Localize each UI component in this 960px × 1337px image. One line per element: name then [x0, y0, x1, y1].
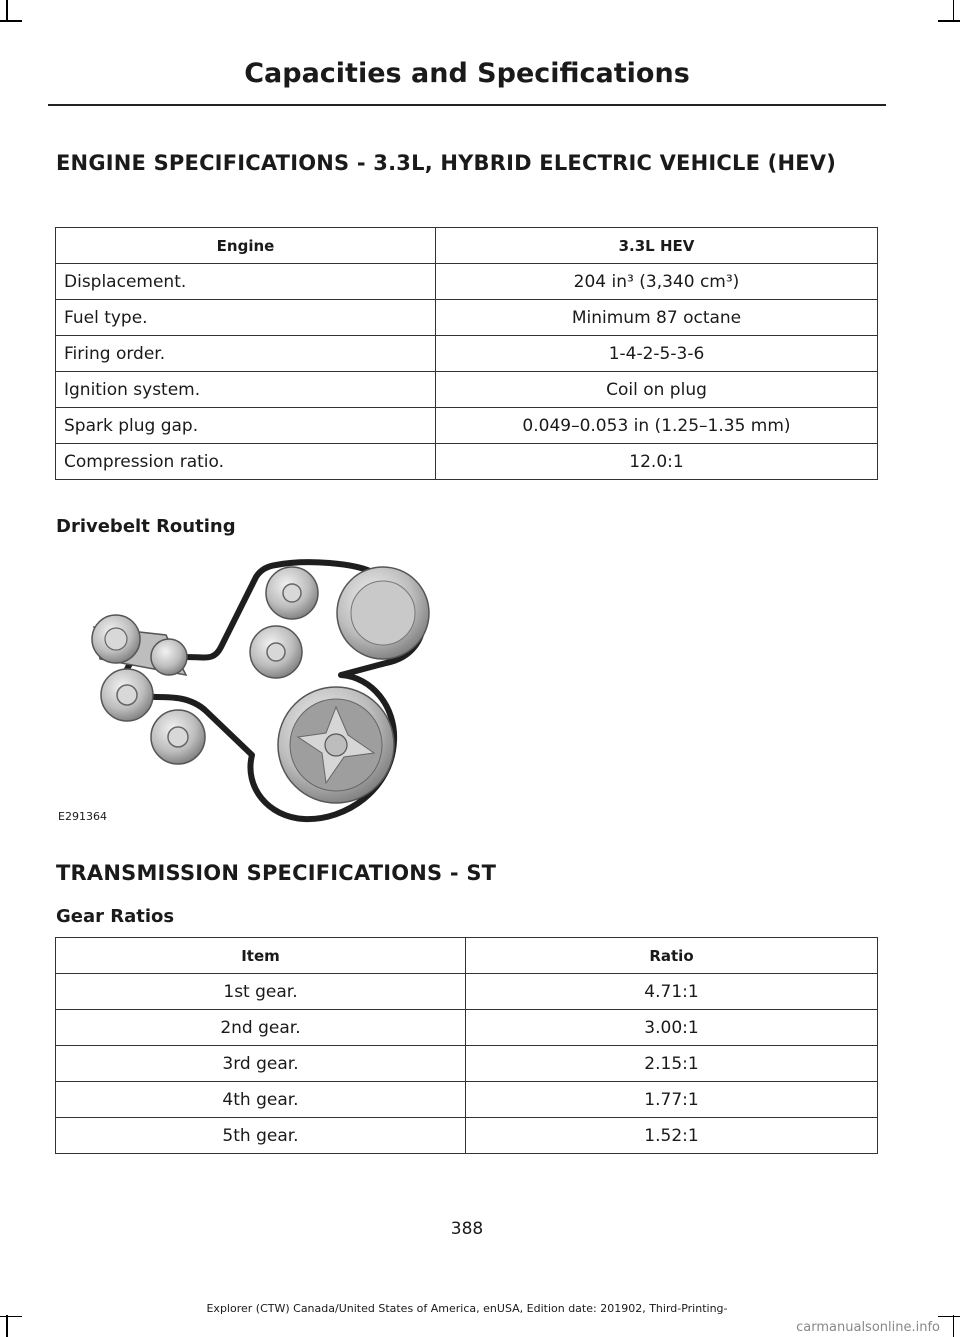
spec-name: Fuel type. [56, 300, 436, 336]
tensioner-icon [92, 615, 187, 675]
gear-name: 4th gear. [56, 1082, 466, 1118]
spec-value: 12.0:1 [436, 444, 878, 480]
gear-ratio: 2.15:1 [466, 1046, 878, 1082]
crankshaft-pulley-icon [278, 687, 394, 803]
pulley-hub-icon [283, 584, 301, 602]
table-header-row [56, 228, 878, 264]
crop-mark [938, 20, 960, 22]
table-row [56, 974, 878, 1010]
page-header-title: Capacities and Specifications [244, 58, 690, 89]
crop-mark [6, 0, 8, 22]
gear-ratio: 1.52:1 [466, 1118, 878, 1154]
table-row [56, 300, 878, 336]
column-header: Ratio [466, 938, 878, 974]
spec-value: 1-4-2-5-3-6 [436, 336, 878, 372]
crop-mark [938, 1316, 960, 1318]
table-header-row [56, 938, 878, 974]
drivebelt-diagram [56, 557, 448, 827]
spec-value: 204 in³ (3,340 cm³) [436, 264, 878, 300]
column-header: 3.3L HEV [436, 228, 878, 264]
gear-ratio: 3.00:1 [466, 1010, 878, 1046]
gear-name: 1st gear. [56, 974, 466, 1010]
table-row [56, 264, 878, 300]
table-row [56, 1082, 878, 1118]
gear-name: 3rd gear. [56, 1046, 466, 1082]
crop-mark [6, 1315, 8, 1337]
engine-spec-table [55, 227, 878, 480]
crop-mark [953, 1315, 955, 1337]
spec-value: Minimum 87 octane [436, 300, 878, 336]
table-row [56, 1046, 878, 1082]
column-header: Item [56, 938, 466, 974]
gear-name: 2nd gear. [56, 1010, 466, 1046]
spec-value: Coil on plug [436, 372, 878, 408]
spec-name: Ignition system. [56, 372, 436, 408]
gear-ratio: 4.71:1 [466, 974, 878, 1010]
spec-name: Compression ratio. [56, 444, 436, 480]
spec-value: 0.049–0.053 in (1.25–1.35 mm) [436, 408, 878, 444]
table-row [56, 372, 878, 408]
crop-mark [953, 0, 955, 22]
column-header: Engine [56, 228, 436, 264]
figure-code: E291364 [58, 810, 107, 823]
table-row [56, 408, 878, 444]
table-row [56, 336, 878, 372]
pulley-face-icon [351, 581, 415, 645]
spec-name: Displacement. [56, 264, 436, 300]
header-divider [48, 104, 886, 106]
engine-section-title: ENGINE SPECIFICATIONS - 3.3L, HYBRID ELECTRIC VEHICLE (HEV) [56, 151, 837, 175]
watermark[interactable]: carmanualsonline.info [796, 1320, 940, 1335]
gear-ratio-table [55, 937, 878, 1154]
spec-name: Firing order. [56, 336, 436, 372]
table-row [56, 444, 878, 480]
spec-name: Spark plug gap. [56, 408, 436, 444]
gear-ratios-title: Gear Ratios [56, 906, 175, 927]
table-row [56, 1010, 878, 1046]
gear-name: 5th gear. [56, 1118, 466, 1154]
transmission-section-title: TRANSMISSION SPECIFICATIONS - ST [56, 861, 497, 885]
table-row [56, 1118, 878, 1154]
footer-text: Explorer (CTW) Canada/United States of America, enUSA, Edition date: 201902, Third-Printing- [206, 1302, 728, 1315]
page-number: 388 [450, 1219, 484, 1239]
pulley-hub-icon [168, 727, 188, 747]
crop-mark [0, 20, 22, 22]
pulley-hub-icon [267, 643, 285, 661]
gear-ratio: 1.77:1 [466, 1082, 878, 1118]
pulley-hub-icon [117, 685, 137, 705]
drivebelt-title: Drivebelt Routing [56, 516, 236, 537]
crop-mark [0, 1316, 22, 1318]
